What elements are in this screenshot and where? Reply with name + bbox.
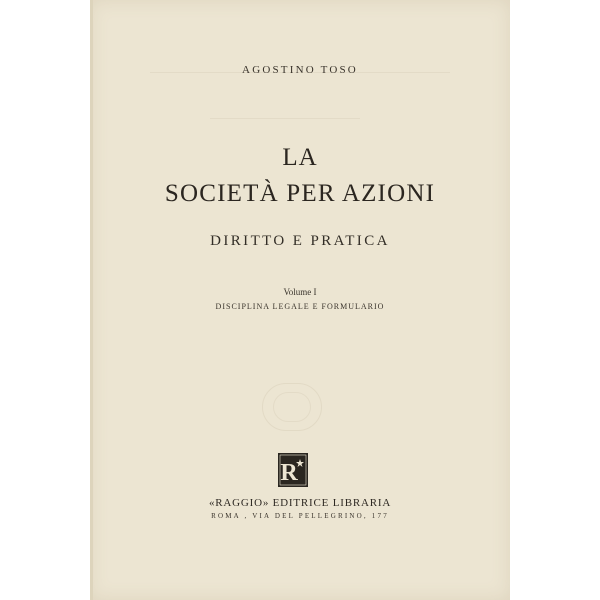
- publisher-logo-icon: [278, 453, 308, 487]
- subtitle: DIRITTO E PRATICA: [210, 233, 390, 249]
- page-edge: [90, 0, 93, 600]
- show-through-line: [210, 118, 360, 119]
- title-line-1: LA: [282, 144, 318, 171]
- embossed-seal: [262, 383, 322, 431]
- volume-number: Volume I: [283, 287, 317, 297]
- title-line-2: SOCIETÀ PER AZIONI: [164, 180, 436, 207]
- publisher-address: ROMA , VIA DEL PELLEGRINO, 177: [211, 512, 389, 520]
- logo-letter: R: [280, 460, 298, 486]
- author-name: AGOSTINO TOSO: [242, 64, 358, 76]
- title-page: [90, 0, 510, 600]
- volume-description: DISCIPLINA LEGALE E FORMULARIO: [215, 302, 385, 311]
- publisher-name: «RAGGIO» EDITRICE LIBRARIA: [208, 497, 392, 509]
